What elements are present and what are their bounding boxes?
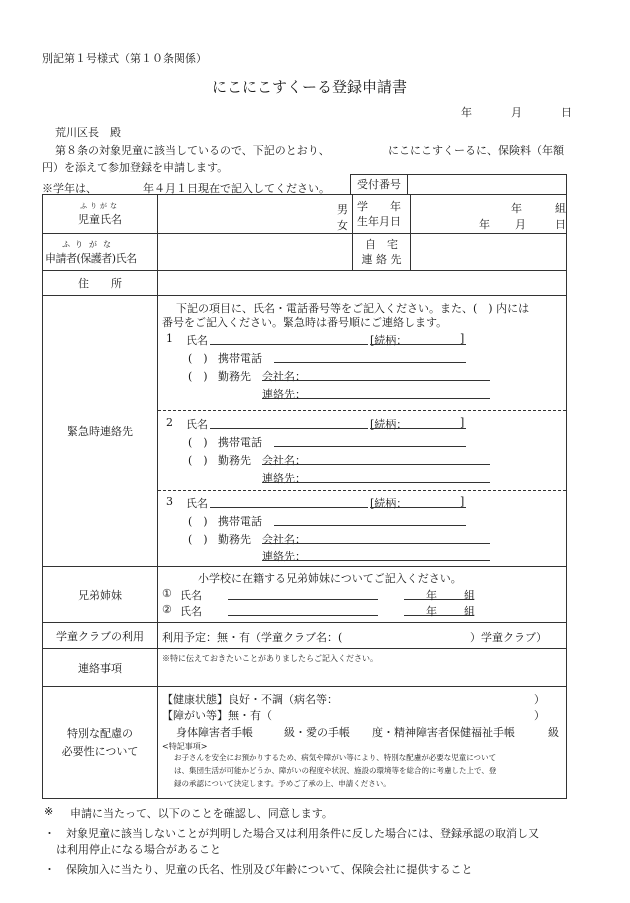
entry-relation-label: [続柄： bbox=[370, 497, 408, 510]
club-field[interactable] bbox=[158, 623, 567, 649]
intro-text-1a: 第８条の対象児童に該当しているので、下記のとおり、 bbox=[55, 144, 330, 157]
applicant-name-label: 申請者(保護者)氏名 bbox=[45, 251, 137, 265]
grade-year-label: 年 bbox=[511, 201, 522, 215]
club-label-cell bbox=[43, 623, 158, 649]
entry-company-line[interactable] bbox=[262, 543, 490, 544]
sibling-name-line[interactable] bbox=[228, 599, 378, 600]
consent-item-1b: は利用停止になる場合があること bbox=[56, 843, 221, 856]
entry-number: 1 bbox=[166, 332, 173, 345]
emergency-entry-1 bbox=[158, 330, 567, 402]
application-form-table bbox=[42, 194, 567, 799]
entry-contact-line[interactable] bbox=[262, 398, 490, 399]
applicant-name-field[interactable] bbox=[158, 234, 353, 271]
entry-company-label: 会社名： bbox=[262, 370, 306, 383]
dob-day-label: 日 bbox=[555, 217, 566, 231]
remarks-label: <特記事項> bbox=[162, 742, 208, 751]
entry-name-label: 氏名 bbox=[186, 497, 208, 510]
home-contact-label-cell bbox=[353, 234, 411, 271]
entry-work-label: 勤務先 bbox=[218, 454, 251, 467]
applicant-ruby-na: な bbox=[103, 239, 111, 249]
grade-dob-field[interactable] bbox=[411, 195, 567, 234]
intro-text-1b: にこにこすくーるに、保険料（年額 bbox=[388, 144, 564, 157]
school-year-note-b: 年４月１日現在で記入してください。 bbox=[143, 182, 330, 195]
form-number: 別記第１号様式（第１０条関係） bbox=[42, 52, 207, 65]
entry-relation-label: [続柄： bbox=[370, 418, 408, 431]
entry-work-order[interactable]: ( ) bbox=[188, 370, 208, 383]
entry-relation-close: ] bbox=[460, 416, 465, 429]
child-name-label: 児童氏名 bbox=[78, 213, 122, 226]
applicant-ruby-fu: ふ bbox=[62, 239, 70, 249]
addressee: 荒川区長 殿 bbox=[55, 126, 121, 139]
entry-mobile-label: 携帯電話 bbox=[218, 436, 262, 449]
entry-mobile-line[interactable] bbox=[274, 525, 466, 526]
siblings-label-cell bbox=[43, 567, 158, 623]
entry-mobile-line[interactable] bbox=[274, 362, 466, 363]
entry-relation-close: ] bbox=[460, 332, 465, 345]
sibling-year-label: 年 bbox=[426, 605, 437, 618]
reception-number-field[interactable] bbox=[407, 174, 567, 194]
dob-label: 生年月日 bbox=[357, 215, 401, 228]
child-name-label-cell bbox=[43, 195, 158, 234]
sibling-year-label: 年 bbox=[426, 589, 437, 602]
sibling-class-label: 組 bbox=[464, 589, 475, 602]
disability-text[interactable]: 【障がい等】無・有（ bbox=[162, 709, 272, 722]
entry-name-input-line[interactable] bbox=[210, 344, 368, 345]
entry-name-input-line[interactable] bbox=[210, 428, 368, 429]
entry-name-label: 氏名 bbox=[186, 334, 208, 347]
document-title: にこにこすくーる登録申請書 bbox=[212, 78, 408, 96]
applicant-ruby-ri: り bbox=[75, 239, 83, 249]
entry-mobile-order[interactable]: ( ) bbox=[188, 436, 208, 449]
entry-work-label: 勤務先 bbox=[218, 533, 251, 546]
entry-work-label: 勤務先 bbox=[218, 370, 251, 383]
home-contact-label-2: 連 絡 先 bbox=[361, 253, 402, 266]
entry-company-label: 会社名： bbox=[262, 533, 306, 546]
siblings-label: 兄弟姉妹 bbox=[78, 588, 122, 602]
entry-work-order[interactable]: ( ) bbox=[188, 533, 208, 546]
siblings-instructions: 小学校に在籍する兄弟姉妹についてご記入ください。 bbox=[198, 572, 462, 585]
entry-relation-close: ] bbox=[460, 495, 465, 508]
entry-relation-line[interactable] bbox=[370, 507, 466, 508]
entry-company-line[interactable] bbox=[262, 380, 490, 381]
emergency-label-cell bbox=[43, 296, 158, 567]
notes-label-cell bbox=[43, 649, 158, 687]
date-month-label: 月 bbox=[511, 106, 522, 119]
grade-label: 学 年 bbox=[357, 200, 401, 213]
sibling-name-line[interactable] bbox=[228, 615, 378, 616]
emergency-divider-2 bbox=[158, 490, 566, 491]
disability-close: ） bbox=[534, 709, 545, 722]
entry-contact-label: 連絡先： bbox=[262, 388, 306, 401]
applicant-ruby-ga: が bbox=[89, 239, 97, 249]
entry-number: 3 bbox=[166, 495, 173, 508]
emergency-instructions-2: 番号をご記入ください。緊急時は番号順にご連絡します。 bbox=[162, 316, 448, 329]
date-year-label: 年 bbox=[461, 106, 472, 119]
special-needs-label-1: 特別な配慮の bbox=[67, 726, 133, 740]
emergency-section bbox=[158, 296, 567, 567]
sibling-name-label: 氏名 bbox=[180, 605, 202, 618]
consent-note: 申請に当たって、以下のことを確認し、同意します。 bbox=[70, 807, 333, 820]
emergency-entry-3 bbox=[158, 493, 567, 565]
health-status-close: ） bbox=[534, 693, 545, 706]
emergency-instructions-1: 下記の項目に、氏名・電話番号等をご記入ください。また、( ) 内には bbox=[176, 302, 530, 315]
consent-item-2: ・ 保険加入に当たり、児童の氏名、性別及び年齢について、保険会社に提供すること bbox=[44, 863, 473, 876]
entry-relation-line[interactable] bbox=[370, 428, 466, 429]
grade-dob-label-cell bbox=[353, 195, 411, 234]
club-text-a: 利用予定：無・有（学童クラブ名：( bbox=[162, 630, 343, 644]
consent-note-mark: ※ bbox=[44, 805, 54, 818]
entry-contact-label: 連絡先： bbox=[262, 550, 306, 563]
dob-month-label: 月 bbox=[515, 217, 526, 231]
entry-number: 2 bbox=[166, 416, 173, 429]
entry-contact-line[interactable] bbox=[262, 560, 490, 561]
special-needs-label-2: 必要性について bbox=[61, 744, 139, 758]
date-day-label: 日 bbox=[561, 106, 572, 119]
entry-contact-label: 連絡先： bbox=[262, 472, 306, 485]
physical-disability-certificate: 身体障害者手帳 bbox=[176, 726, 253, 739]
entry-mobile-line[interactable] bbox=[274, 446, 466, 447]
school-year-note-a: ※学年は、 bbox=[42, 182, 97, 195]
notes-hint: ※特に伝えておきたいことがありましたらご記入ください。 bbox=[162, 654, 378, 663]
home-contact-label-1: 自 宅 bbox=[365, 238, 398, 251]
entry-company-line[interactable] bbox=[262, 464, 490, 465]
notes-label: 連絡事項 bbox=[78, 661, 122, 675]
address-label: 住 所 bbox=[78, 277, 122, 290]
sex-female-option[interactable]: 女 bbox=[337, 218, 348, 232]
health-status-text[interactable]: 【健康状態】良好・不調（病名等： bbox=[162, 693, 338, 706]
certificate-grade-label: 級 bbox=[548, 726, 559, 739]
entry-mobile-order[interactable]: ( ) bbox=[188, 352, 208, 365]
applicant-name-label-cell bbox=[43, 234, 158, 271]
remarks-text: お子さんを安全にお預かりするため、病気や障がい等により、特別な配慮が必要な児童について は、集団生活が可能かどうか、障がいの程度や状況、施設の環境等を総合的に考慮した上で、登 録の承認について決定します。予めご了承の上、申請ください。 bbox=[174, 753, 497, 788]
entry-work-order[interactable]: ( ) bbox=[188, 454, 208, 467]
entry-contact-line[interactable] bbox=[262, 482, 490, 483]
mental-health-certificate: 度・精神障害者保健福祉手帳 bbox=[372, 726, 515, 739]
sex-male-option[interactable]: 男 bbox=[337, 202, 348, 216]
special-needs-section bbox=[158, 687, 567, 799]
siblings-section bbox=[158, 567, 567, 623]
notes-field[interactable] bbox=[158, 649, 567, 687]
ai-no-techo-certificate: 級・愛の手帳 bbox=[284, 726, 350, 739]
address-label-cell bbox=[43, 271, 158, 296]
consent-item-1a: ・ 対象児童に該当しないことが判明した場合又は利用条件に反した場合には、登録承認の取消し又 bbox=[44, 827, 539, 840]
reception-number-label: 受付番号 bbox=[350, 174, 408, 194]
address-field[interactable] bbox=[158, 271, 567, 296]
emergency-divider-1 bbox=[158, 410, 566, 411]
entry-name-label: 氏名 bbox=[186, 418, 208, 431]
dob-year-label: 年 bbox=[479, 217, 490, 231]
entry-relation-line[interactable] bbox=[370, 344, 466, 345]
entry-mobile-label: 携帯電話 bbox=[218, 352, 262, 365]
entry-mobile-order[interactable]: ( ) bbox=[188, 515, 208, 528]
special-needs-label-cell bbox=[43, 687, 158, 799]
child-name-ruby: ふりがな bbox=[80, 202, 120, 210]
intro-text-2: 円）を添えて参加登録を申請します。 bbox=[42, 161, 229, 174]
sibling-number: ① bbox=[162, 587, 172, 600]
sibling-name-label: 氏名 bbox=[180, 589, 202, 602]
grade-class-label: 組 bbox=[555, 201, 566, 215]
club-text-b: ）学童クラブ） bbox=[470, 630, 548, 644]
club-label: 学童クラブの利用 bbox=[56, 629, 144, 643]
home-contact-field[interactable] bbox=[411, 234, 567, 271]
child-name-field[interactable] bbox=[158, 195, 353, 234]
sibling-class-label: 組 bbox=[464, 605, 475, 618]
entry-name-input-line[interactable] bbox=[210, 507, 368, 508]
emergency-label: 緊急時連絡先 bbox=[67, 425, 133, 438]
entry-company-label: 会社名： bbox=[262, 454, 306, 467]
sibling-number: ② bbox=[162, 603, 172, 616]
entry-mobile-label: 携帯電話 bbox=[218, 515, 262, 528]
emergency-entry-2 bbox=[158, 414, 567, 486]
entry-relation-label: [続柄： bbox=[370, 334, 408, 347]
